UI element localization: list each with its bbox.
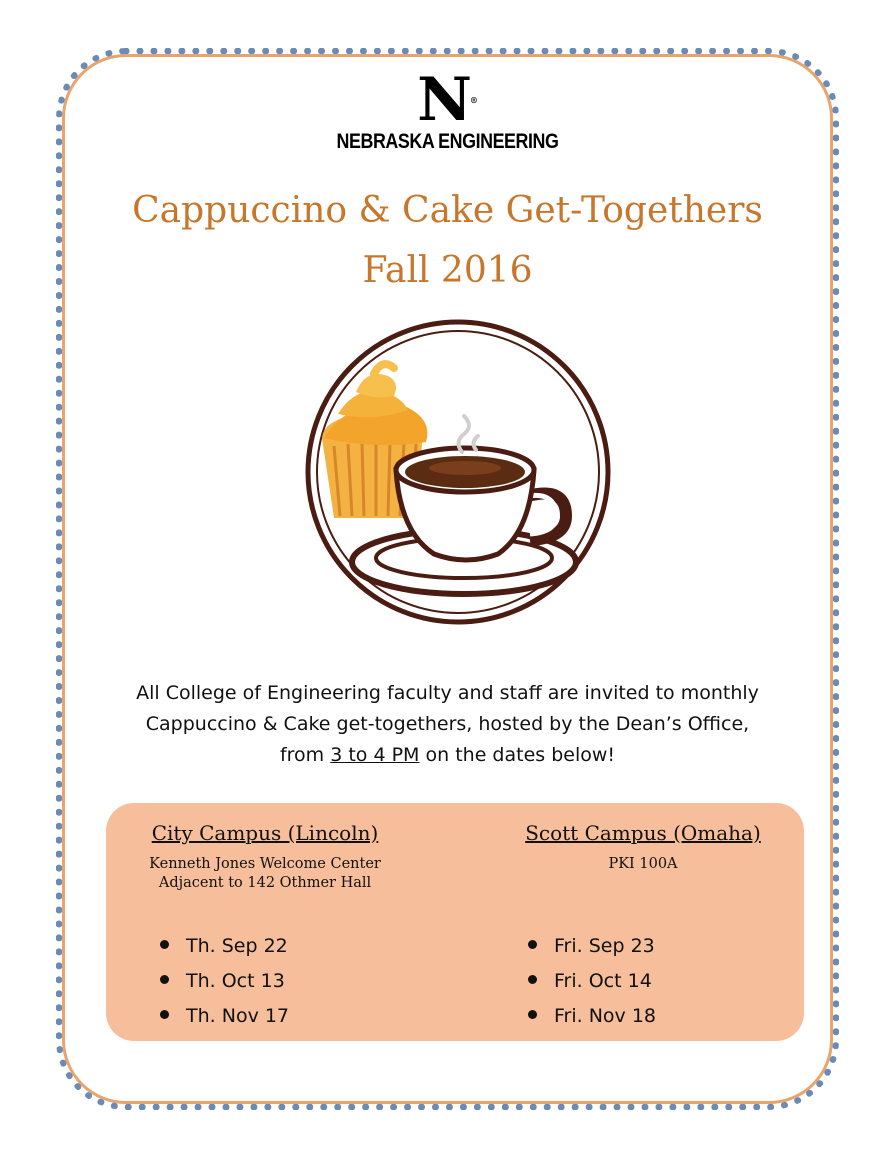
- nebraska-n-logo: N®: [417, 65, 478, 135]
- bullet-icon: [160, 940, 169, 949]
- campus-scott-omaha: [478, 821, 808, 1027]
- campus-city-lincoln: [106, 821, 424, 1027]
- invitation-text: [60, 678, 835, 771]
- bullet-icon: [160, 1010, 169, 1019]
- list-item: Fri. Nov 18: [528, 999, 656, 1034]
- list-item: Th. Oct 13: [160, 964, 289, 999]
- list-item: Th. Sep 22: [160, 929, 289, 964]
- list-item: Fri. Sep 23: [528, 929, 656, 964]
- campus-venue: PKI 100A: [608, 856, 678, 872]
- date-list: [528, 929, 656, 1034]
- list-item: Th. Nov 17: [160, 999, 289, 1034]
- bullet-icon: [528, 975, 537, 984]
- schedule-panel: [106, 803, 804, 1041]
- bullet-icon: [528, 940, 537, 949]
- event-title: Cappuccino & Cake Get-Togethers: [132, 190, 763, 231]
- intro-line-3: from 3 to 4 PM on the dates below!: [279, 744, 616, 766]
- intro-line-1: All College of Engineering faculty and staff are invited to monthly: [136, 682, 759, 704]
- list-item: Fri. Oct 14: [528, 964, 656, 999]
- intro-line-2: Cappuccino & Cake get-togethers, hosted by the Dean’s Office,: [145, 713, 750, 735]
- event-time: 3 to 4 PM: [330, 744, 420, 766]
- date-list: [160, 929, 289, 1034]
- campus-venue: Kenneth Jones Welcome Center Adjacent to 142 Othmer Hall: [149, 856, 381, 891]
- campus-name: City Campus (Lincoln): [151, 821, 379, 845]
- campus-name: Scott Campus (Omaha): [525, 821, 761, 845]
- bullet-icon: [528, 1010, 537, 1019]
- bullet-icon: [160, 975, 169, 984]
- event-term: Fall 2016: [362, 250, 533, 291]
- cupcake-coffee-illustration: [304, 318, 612, 626]
- logo-wordmark: NEBRASKA ENGINEERING: [336, 130, 559, 153]
